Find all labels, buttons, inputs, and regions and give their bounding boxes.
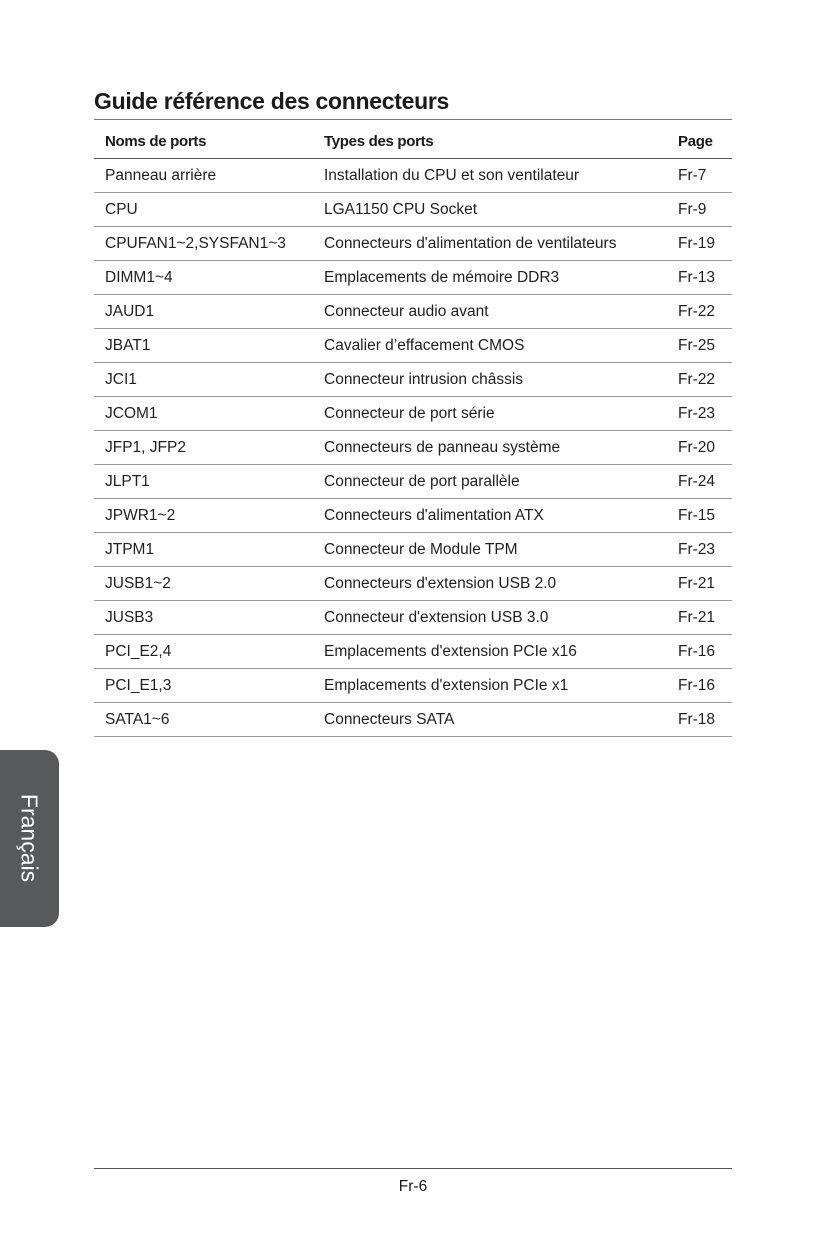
- cell-port-type: Connecteur d'extension USB 3.0: [313, 601, 667, 635]
- cell-port-type: Connecteurs d'alimentation ATX: [313, 499, 667, 533]
- column-header-page: Page: [667, 124, 732, 159]
- cell-port-type: Emplacements d'extension PCIe x1: [313, 669, 667, 703]
- table-body: [94, 159, 732, 737]
- cell-page-ref: Fr-20: [667, 431, 732, 465]
- cell-port-type: Connecteur de port série: [313, 397, 667, 431]
- cell-port-name: JBAT1: [94, 329, 313, 363]
- cell-port-type: Connecteurs d'alimentation de ventilateurs: [313, 227, 667, 261]
- column-header-ports: Noms de ports: [94, 124, 313, 159]
- cell-port-name: JCOM1: [94, 397, 313, 431]
- table-row: [94, 635, 732, 669]
- table-row: [94, 363, 732, 397]
- table-row: [94, 499, 732, 533]
- cell-page-ref: Fr-13: [667, 261, 732, 295]
- page-title: Guide référence des connecteurs: [94, 88, 450, 114]
- table-row: [94, 601, 732, 635]
- cell-page-ref: Fr-16: [667, 669, 732, 703]
- cell-port-type: Connecteurs de panneau système: [313, 431, 667, 465]
- cell-port-name: JLPT1: [94, 465, 313, 499]
- column-header-types: Types des ports: [313, 124, 667, 159]
- page-number: Fr-6: [398, 1178, 428, 1195]
- cell-page-ref: Fr-21: [667, 567, 732, 601]
- table-row: [94, 465, 732, 499]
- cell-port-name: SATA1~6: [94, 703, 313, 737]
- cell-page-ref: Fr-18: [667, 703, 732, 737]
- cell-port-name: JFP1, JFP2: [94, 431, 313, 465]
- cell-port-type: Connecteur de Module TPM: [313, 533, 667, 567]
- table-row: [94, 431, 732, 465]
- cell-port-type: Emplacements de mémoire DDR3: [313, 261, 667, 295]
- table-header-row: [94, 124, 732, 159]
- cell-port-name: PCI_E2,4: [94, 635, 313, 669]
- cell-port-type: Connecteur audio avant: [313, 295, 667, 329]
- table-row: [94, 159, 732, 193]
- cell-port-name: CPUFAN1~2,SYSFAN1~3: [94, 227, 313, 261]
- cell-port-name: JUSB1~2: [94, 567, 313, 601]
- cell-port-type: Connecteurs d'extension USB 2.0: [313, 567, 667, 601]
- cell-port-name: DIMM1~4: [94, 261, 313, 295]
- language-side-tab: [0, 750, 59, 927]
- connector-reference-table: [94, 124, 732, 737]
- cell-port-type: Connecteurs SATA: [313, 703, 667, 737]
- table-row: [94, 295, 732, 329]
- table-row: [94, 669, 732, 703]
- footer-divider: [94, 1168, 732, 1169]
- table-row: [94, 227, 732, 261]
- cell-port-type: LGA1150 CPU Socket: [313, 193, 667, 227]
- cell-port-name: JPWR1~2: [94, 499, 313, 533]
- table-row: [94, 329, 732, 363]
- cell-port-type: Cavalier d’effacement CMOS: [313, 329, 667, 363]
- table-row: [94, 533, 732, 567]
- cell-page-ref: Fr-9: [667, 193, 732, 227]
- cell-port-type: Connecteur de port parallèle: [313, 465, 667, 499]
- cell-port-type: Connecteur intrusion châssis: [313, 363, 667, 397]
- title-divider: [94, 119, 732, 120]
- side-tab-label: Français: [16, 793, 43, 883]
- cell-page-ref: Fr-19: [667, 227, 732, 261]
- cell-page-ref: Fr-15: [667, 499, 732, 533]
- cell-port-name: JAUD1: [94, 295, 313, 329]
- table-row: [94, 193, 732, 227]
- cell-page-ref: Fr-16: [667, 635, 732, 669]
- table-row: [94, 567, 732, 601]
- cell-page-ref: Fr-22: [667, 295, 732, 329]
- cell-port-name: JCI1: [94, 363, 313, 397]
- cell-port-name: PCI_E1,3: [94, 669, 313, 703]
- cell-page-ref: Fr-23: [667, 533, 732, 567]
- cell-page-ref: Fr-25: [667, 329, 732, 363]
- cell-page-ref: Fr-21: [667, 601, 732, 635]
- cell-port-name: JUSB3: [94, 601, 313, 635]
- table-row: [94, 397, 732, 431]
- cell-page-ref: Fr-22: [667, 363, 732, 397]
- cell-port-type: Installation du CPU et son ventilateur: [313, 159, 667, 193]
- cell-port-name: JTPM1: [94, 533, 313, 567]
- cell-port-name: Panneau arrière: [94, 159, 313, 193]
- cell-port-type: Emplacements d'extension PCIe x16: [313, 635, 667, 669]
- cell-page-ref: Fr-23: [667, 397, 732, 431]
- cell-port-name: CPU: [94, 193, 313, 227]
- cell-page-ref: Fr-24: [667, 465, 732, 499]
- table-row: [94, 261, 732, 295]
- table-row: [94, 703, 732, 737]
- cell-page-ref: Fr-7: [667, 159, 732, 193]
